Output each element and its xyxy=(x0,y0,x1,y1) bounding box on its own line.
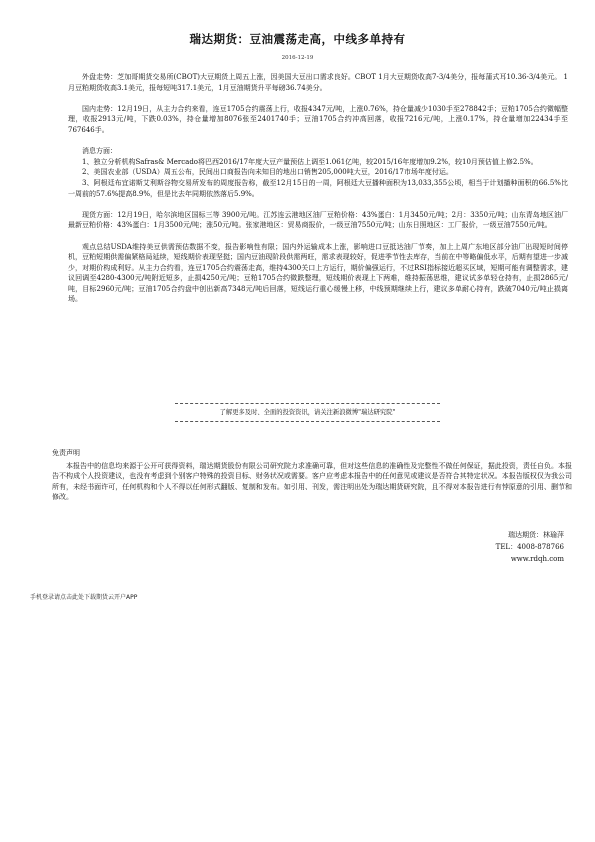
news-item-1: 1、独立分析机构Safras& Mercado将巴西2016/17年度大豆产量预估上调至1.061亿吨，较2015/16年度增加9.2%，较10月预估值上修2.5%。 xyxy=(82,157,538,166)
news-item-2: 2、美国农业部（USDA）周五公布，民间出口商报告向未知目的地出口销售205,000吨大豆，2016/17市场年度付运。 xyxy=(82,168,453,177)
app-download-link[interactable]: 手机登录请点击此处下载期货云开户APP xyxy=(30,594,138,601)
disclaimer-heading: 免责声明 xyxy=(52,449,80,457)
document-date: 2016-12-19 xyxy=(281,55,314,61)
divider-bottom xyxy=(175,421,440,422)
paragraph-spot: 现货方面：12月19日，哈尔滨地区国标三等 3900元/吨。江苏连云港地区油厂豆粕价格：43%蛋白：1月3450元/吨；2月：3350元/吨；山东青岛地区油厂最新豆粕价格：43%蛋白：1月3500元/吨；涨50元/吨。张家港地区：贸易商报价，一级豆油7550元/吨；山东日照地区：工厂报价，一级豆油7550元/吨。 xyxy=(68,210,568,230)
signature-block xyxy=(496,529,564,565)
promo-text: 了解更多及时、全面的投资资讯，请关注新浪微博"瑞达研究院" xyxy=(219,409,396,416)
disclaimer-text: 本报告中的信息均来源于公开可获得资料，瑞达期货股份有限公司研究院力求准确可靠，但对这些信息的准确性及完整性不做任何保证，据此投资，责任自负。本报告不构成个人投资建议，也没有考虑到个别客户特殊的投资目标、财务状况或需要。客户应考虑本报告中的任何意见或建议是否符合其特定状况。本报告版权仅为我公司所有，未经书面许可，任何机构和个人不得以任何形式翻版、复制和发布。如引用、刊发，需注明出处为瑞达期货研究院，且不得对本报告进行有悖原意的引用、删节和修改。 xyxy=(52,461,572,502)
news-heading: 消息方面： xyxy=(82,147,117,156)
disclaimer-block xyxy=(52,448,572,503)
website-link[interactable]: www.rdqh.com xyxy=(510,555,564,563)
paragraph-view: 观点总结USDA维持美豆供需预估数据不变，报告影响性有限；国内外运输成本上涨，影响进口豆抵达油厂节奏，加上上周广东地区部分油厂出现短时间停机，豆粕短期供需偏紧格局延续，短线期价表现坚挺；国内豆油现阶段供需两旺，需求表现较好，促进季节性去库存，当前在中等略偏低水平，后期有望进一步减少，对期价构成利好。从主力合约看，连豆1705合约震荡走高，维持4300关口上方运行，期价偏强运行，不过RSI指标接近超买区域，短期可能有调整需求，建议回调至4280-4300元/吨附近短多，止损4250元/吨；豆粕1705合约微跌整理，短线期价表现上下两难，维持振荡思维，建议试多单轻仓持有，止损2865元/吨，目标2960元/吨；豆油1705合约盘中创出新高7348元/吨后回落，短线运行重心缓慢上移，中线预期继续上行，建议多单耐心持有，跌破7040元/吨止损离场。 xyxy=(68,242,568,304)
document-title: 瑞达期货：豆油震荡走高，中线多单持有 xyxy=(189,32,406,46)
paragraph-overseas: 外盘走势：芝加哥期货交易所(CBOT)大豆期货上周五上涨，因美国大豆出口需求良好。CBOT 1月大豆期货收高7-3/4美分，报每蒲式耳10.36-3/4美元。 1月豆粕期货收高3.1美元，报每短吨317.1美元，1月豆油期货升平每磅36.74美分。 xyxy=(68,73,568,92)
promo-block xyxy=(175,403,440,422)
news-item-3: 3、阿根廷布宜诺斯艾利斯谷物交易所发布的周度报告称，截至12月15日的一周，阿根廷大豆播种面积为13,033,355公顷，相当于计划播种面积的66.5%比一周前的57.6%提高8.9%，但是比去年同期依然落后5.9%。 xyxy=(68,178,568,198)
report-body xyxy=(68,72,568,316)
contact-tel: TEL：4008-878766 xyxy=(495,543,564,551)
paragraph-domestic: 国内走势：12月19日，从主力合约来看，连豆1705合约震荡上行，收报4347元/吨，上涨0.76%，持仓量减少1030手至278842手；豆粕1705合约微幅整理，收报2913元/吨，下跌0.03%，持仓量增加8076张至2401740手；豆油1705合约冲高回落，收报7216元/吨，上涨0.17%，持仓量增加22434手至767646手。 xyxy=(68,104,568,134)
analyst-name: 瑞达期货：林瑜萍 xyxy=(508,531,564,539)
